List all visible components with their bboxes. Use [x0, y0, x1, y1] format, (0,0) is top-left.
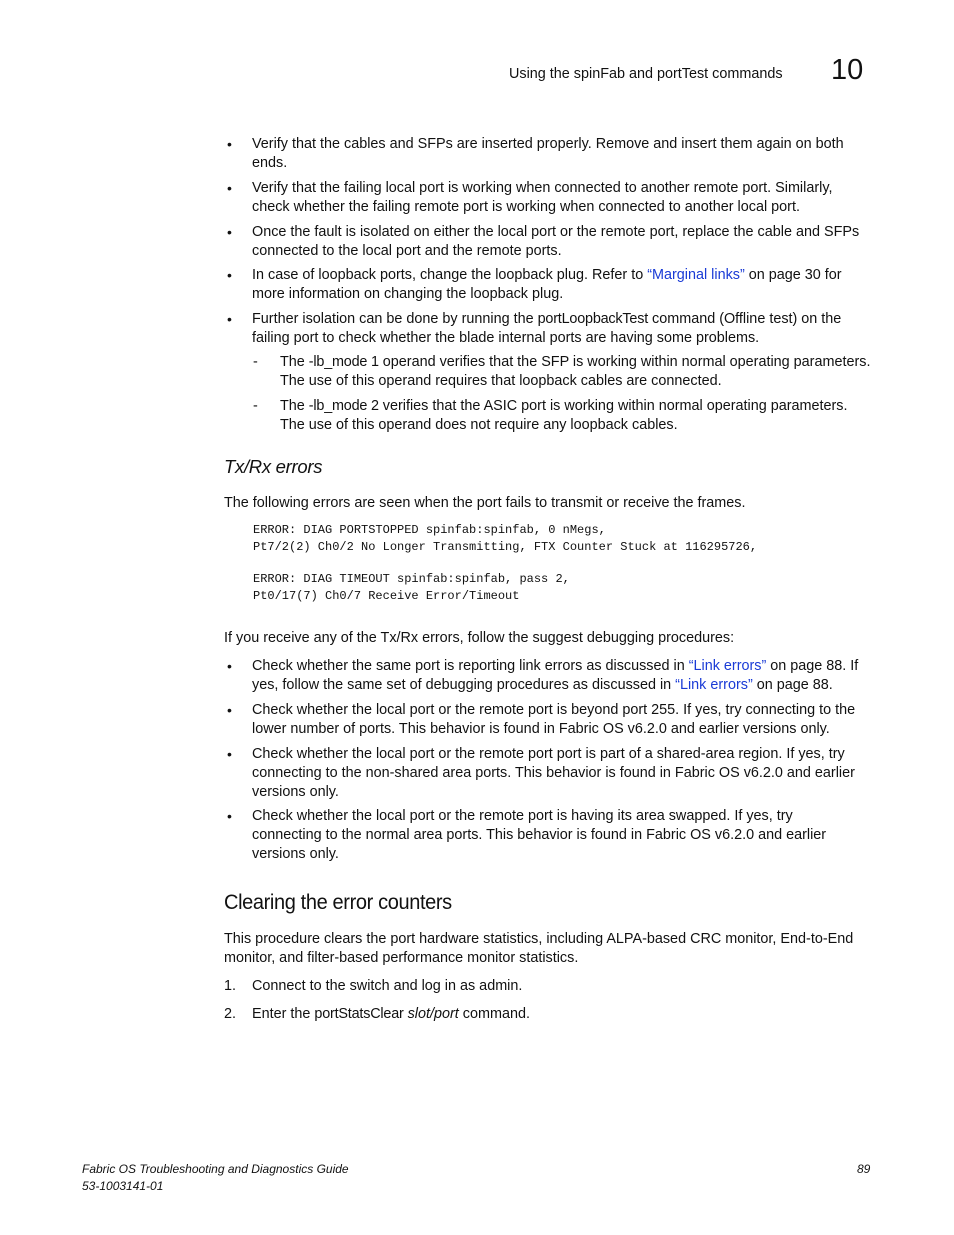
- paragraph-clearing-intro: This procedure clears the port hardware statistics, including ALPA-based CRC monitor, End-to-End monitor, and filter-based performance monitor statistics.: [224, 931, 854, 966]
- list-item: [252, 310, 872, 348]
- text-run: verifies that the ASIC port is working within normal operating parameters. The use of this operand does not require any loopback cables.: [280, 398, 848, 433]
- section-heading-txrx: Tx/Rx errors: [224, 456, 323, 477]
- operand-name: -lb_mode 1: [308, 354, 379, 370]
- dash-icon: -: [253, 354, 258, 370]
- text-run: Further isolation can be done by running the: [252, 311, 538, 327]
- sub-list-item: [280, 397, 875, 435]
- text-run: In case of loopback ports, change the loopback plug. Refer to: [252, 267, 648, 283]
- link-marginal-links[interactable]: “Marginal links”: [647, 267, 745, 283]
- command-argument: slot/port: [403, 1006, 459, 1022]
- paragraph-intro: The following errors are seen when the port fails to transmit or receive the frames.: [224, 495, 746, 511]
- text-run: on page 30 for more information on changing the loopback plug.: [252, 267, 842, 302]
- command-name: portStatsClear: [314, 1006, 404, 1022]
- sub-list-item: [280, 353, 872, 391]
- operand-name: -lb_mode 2: [308, 398, 379, 414]
- list-item: Verify that the cables and SFPs are inserted properly. Remove and insert them again on both ends.: [252, 136, 844, 171]
- code-line: ERROR: DIAG TIMEOUT spinfab:spinfab, pass 2,: [253, 572, 570, 586]
- list-item: Once the fault is isolated on either the local port or the remote port, replace the cable and SFPs connected to the local port and the remote ports.: [252, 224, 860, 259]
- text-run: command (Offline test) on the failing port to check whether the blade internal ports are having some problems.: [252, 311, 842, 346]
- step-item: Connect to the switch and log in as admin.: [252, 978, 523, 994]
- link-link-errors[interactable]: “Link errors”: [688, 658, 767, 674]
- text-run: Check whether the same port is reporting link errors as discussed in: [252, 658, 689, 674]
- code-line: Pt7/2(2) Ch0/2 No Longer Transmitting, FTX Counter Stuck at 116295726,: [253, 540, 758, 554]
- bullet-icon: •: [227, 746, 232, 762]
- paragraph-followup: If you receive any of the Tx/Rx errors, follow the suggest debugging procedures:: [224, 630, 735, 646]
- bullet-icon: •: [227, 658, 232, 674]
- dash-icon: -: [253, 398, 258, 414]
- list-item: [252, 657, 874, 695]
- text-run: command.: [458, 1006, 530, 1022]
- command-name: portLoopbackTest: [537, 311, 649, 327]
- bullet-icon: •: [227, 224, 232, 240]
- bullet-icon: •: [227, 808, 232, 824]
- text-run: on page 88. If yes, follow the same set of debugging procedures as discussed in: [252, 658, 859, 693]
- list-item: Check whether the local port or the remote port is having its area swapped. If yes, try connecting to the normal area ports. This behavior is found in Fabric OS v6.2.0 and earlier versions only.: [252, 808, 827, 862]
- text-run: The: [280, 354, 309, 370]
- list-item: Check whether the local port or the remote port is beyond port 255. If yes, try connecting to the lower number of ports. This behavior is found in Fabric OS v6.2.0 and earlier versions only.: [252, 702, 856, 737]
- text-run: The: [280, 398, 309, 414]
- code-line: Pt0/17(7) Ch0/7 Receive Error/Timeout: [253, 589, 520, 603]
- step-number: 2.: [224, 1006, 237, 1022]
- list-item: [252, 266, 872, 304]
- bullet-icon: •: [227, 267, 232, 283]
- chapter-number: 10: [831, 54, 864, 86]
- step-item: [252, 1005, 872, 1024]
- text-run: on page 88.: [752, 676, 833, 693]
- section-heading-clearing: Clearing the error counters: [224, 890, 452, 914]
- text-run: operand verifies that the SFP is working within normal operating parameters. The use of this operand requires that loopback cables are connected.: [280, 354, 871, 389]
- list-item: Verify that the failing local port is working when connected to another remote port. Similarly, check whether the failing remote port is working when connected to another local port.: [252, 180, 833, 215]
- footer-doc-number: 53-1003141-01: [82, 1179, 164, 1193]
- bullet-icon: •: [227, 180, 232, 196]
- code-line: ERROR: DIAG PORTSTOPPED spinfab:spinfab, 0 nMegs,: [253, 523, 606, 537]
- footer-doc-title: Fabric OS Troubleshooting and Diagnostics Guide: [82, 1162, 349, 1176]
- footer-page-number: 89: [857, 1162, 871, 1176]
- list-item: Check whether the local port or the remote port port is part of a shared-area region. If yes, try connecting to the non-shared area ports. This behavior is found in Fabric OS v6.2.0 and earlier versions only.: [252, 746, 855, 800]
- bullet-icon: •: [227, 702, 232, 718]
- bullet-icon: •: [227, 136, 232, 152]
- link-link-errors[interactable]: “Link errors”: [675, 676, 753, 693]
- text-run: Enter the: [252, 1006, 315, 1022]
- step-number: 1.: [224, 978, 237, 994]
- running-header-title: Using the spinFab and portTest commands: [509, 66, 783, 82]
- bullet-icon: •: [227, 311, 232, 327]
